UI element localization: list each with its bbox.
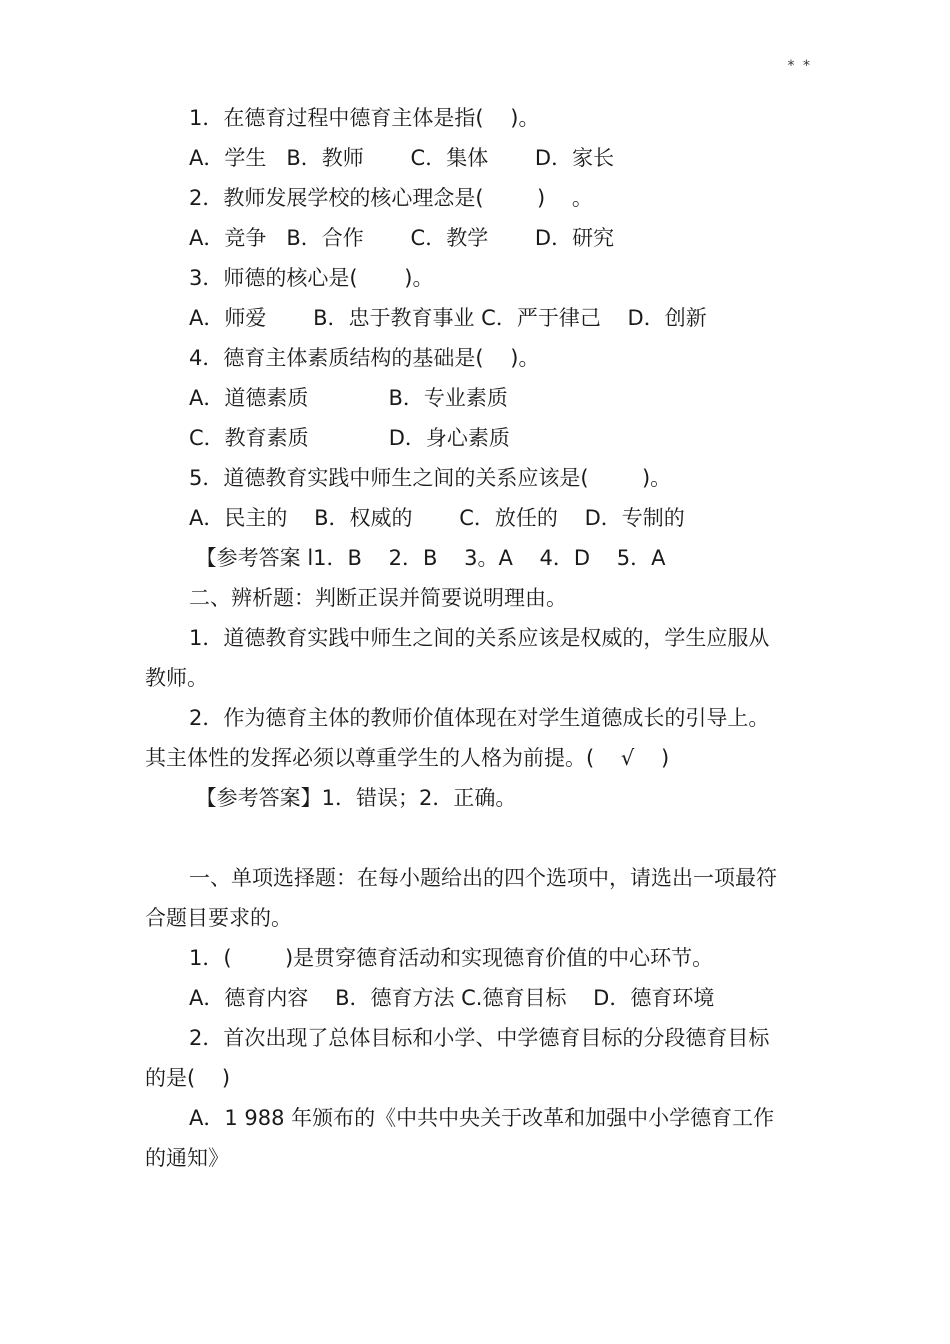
options-line: A．民主的 B．权威的 C．放任的 D．专制的	[189, 506, 685, 530]
options-line: A．德育内容 B．德育方法 C.德育目标 D．德育环境	[189, 986, 715, 1010]
section-heading: 一、单项选择题：在每小题给出的四个选项中，请选出一项最符	[189, 866, 777, 890]
section-heading-continuation: 合题目要求的。	[145, 906, 292, 930]
options-line: A．1 988 年颁布的《中共中央关于改革和加强中小学德育工作	[189, 1106, 775, 1130]
section-heading: 二、辨析题：判断正误并简要说明理由。	[189, 586, 567, 610]
question-line: 1．( )是贯穿德育活动和实现德育价值的中心环节。	[189, 946, 714, 970]
options-line: A．竞争 B．合作 C．教学 D．研究	[189, 226, 615, 250]
question-line: 2．作为德育主体的教师价值体现在对学生道德成长的引导上。	[189, 706, 770, 730]
page-mark: * *	[787, 58, 812, 74]
document-body	[145, 98, 825, 1178]
question-continuation: 其主体性的发挥必须以尊重学生的人格为前提。( √ )	[145, 746, 670, 770]
answer-key-line: 【参考答案 l1．B 2．B 3。A 4．D 5．A	[189, 546, 666, 570]
question-line: 1．在德育过程中德育主体是指( )。	[189, 106, 540, 130]
question-continuation: 教师。	[145, 666, 208, 690]
options-line: A．道德素质 B．专业素质	[189, 386, 508, 410]
question-line: 2．首次出现了总体目标和小学、中学德育目标的分段德育目标	[189, 1026, 770, 1050]
options-line: A．学生 B．教师 C．集体 D．家长	[189, 146, 615, 170]
question-continuation: 的是( )	[145, 1066, 231, 1090]
question-line: 2．教师发展学校的核心理念是( ) 。	[189, 186, 593, 210]
question-line: 5．道德教育实践中师生之间的关系应该是( )。	[189, 466, 672, 490]
options-line: C．教育素质 D．身心素质	[189, 426, 510, 450]
question-line: 3．师德的核心是( )。	[189, 266, 434, 290]
blank-line	[145, 818, 825, 858]
answer-key-line: 【参考答案】1．错误；2．正确。	[189, 786, 517, 810]
options-line: A．师爱 B．忠于教育事业 C．严于律己 D．创新	[189, 306, 707, 330]
question-line: 4．德育主体素质结构的基础是( )。	[189, 346, 540, 370]
options-continuation: 的通知》	[145, 1146, 229, 1170]
question-line: 1．道德教育实践中师生之间的关系应该是权威的，学生应服从	[189, 626, 770, 650]
